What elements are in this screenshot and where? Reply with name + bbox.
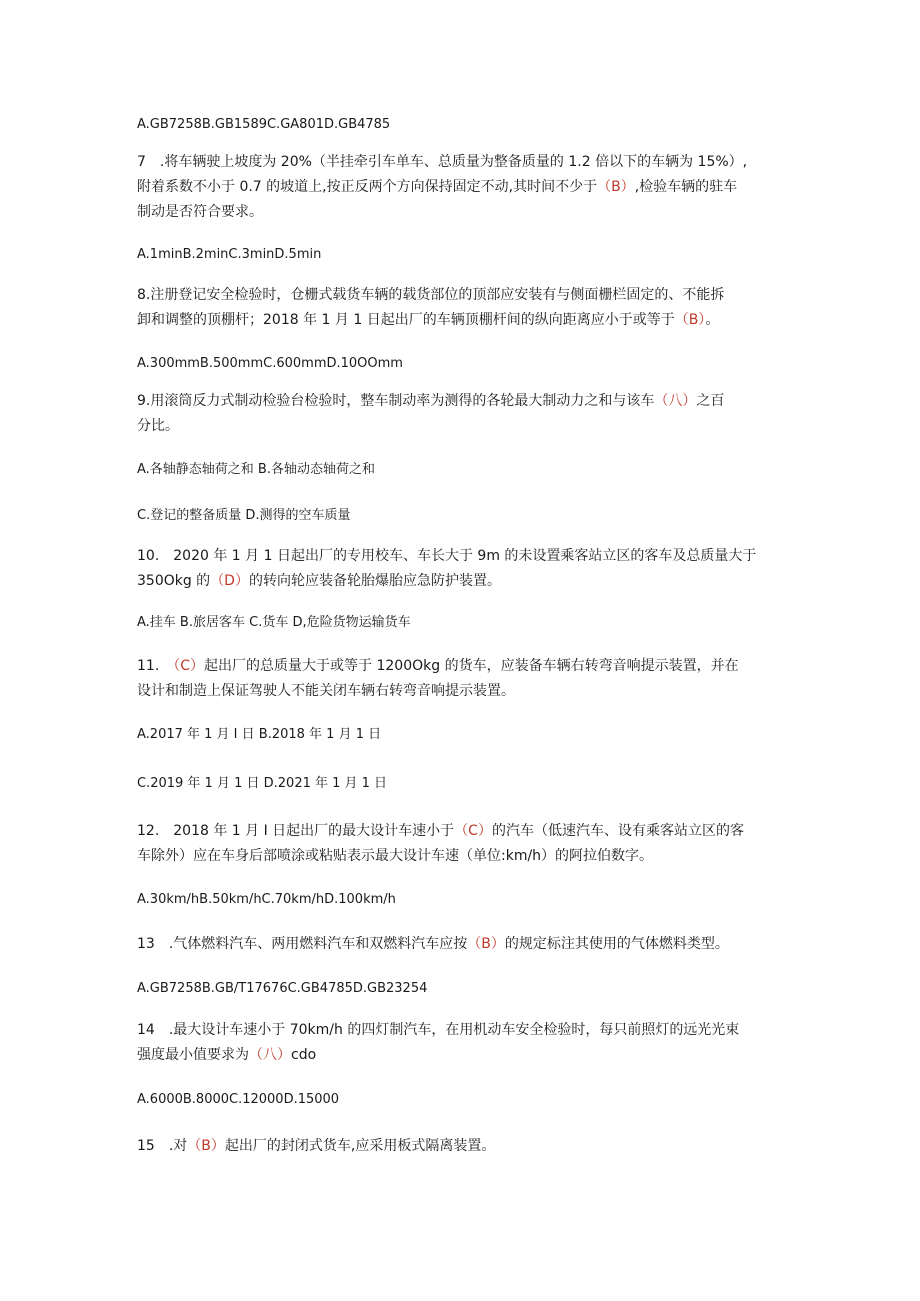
text-segment: A.6000B.8000C.12000D.15000: [137, 1092, 340, 1107]
text-segment: A.各轴静态轴荷之和 B.各轴动态轴荷之和: [137, 462, 375, 477]
answer-options: [137, 976, 797, 1001]
text-line: [137, 722, 797, 747]
text-line: [137, 150, 797, 175]
text-segment: 14 .最大设计车速小于 70km/h 的四灯制汽车，在用机动车安全检验时，每只前照灯的远光光束: [137, 1022, 740, 1038]
answer-options: [137, 242, 797, 267]
answer-options: [137, 351, 797, 376]
text-segment: 的汽车（低速汽车、设有乘客站立区的客: [491, 823, 744, 839]
text-line: [137, 679, 797, 704]
text-line: [137, 308, 797, 333]
answer-marker: （C）: [454, 823, 492, 839]
text-line: [137, 283, 797, 308]
question-text: [137, 819, 797, 869]
text-segment: 车除外）应在车身后部喷涂或粘贴表示最大设计车速（单位:km/h）的阿拉伯数字。: [137, 848, 654, 864]
answer-marker: （B）: [597, 179, 635, 195]
text-segment: 的转向轮应装备轮胎爆胎应急防护装置。: [248, 573, 501, 589]
text-segment: A.30km/hB.50km/hC.70km/hD.100km/h: [137, 892, 396, 907]
text-segment: C.登记的整备质量 D.测得的空车质量: [137, 508, 351, 523]
text-line: [137, 844, 797, 869]
text-segment: 13 .气体燃料汽车、两用燃料汽车和双燃料汽车应按: [137, 936, 468, 952]
text-segment: C.2019 年 1 月 1 日 D.2021 年 1 月 1 日: [137, 776, 388, 791]
text-segment: 8.注册登记安全检验时，仓栅式载货车辆的载货部位的顶部应安装有与侧面栅栏固定的、不能拆: [137, 287, 725, 303]
text-line: [137, 1087, 797, 1112]
text-line: [137, 200, 797, 225]
text-segment: A.GB7258B.GB1589C.GA801D.GB4785: [137, 117, 391, 132]
text-segment: A.2017 年 1 月 I 日 B.2018 年 1 月 1 日: [137, 727, 382, 742]
text-line: [137, 932, 797, 957]
text-segment: 起出厂的总质量大于或等于 1200Okg 的货车，应装备车辆右转弯音响提示装置，并在: [204, 658, 739, 674]
answer-marker: （八）: [654, 393, 697, 409]
question-text: [137, 1134, 797, 1159]
text-segment: 强度最小值要求为: [137, 1047, 249, 1063]
text-segment: 分比。: [137, 418, 179, 434]
text-line: [137, 112, 797, 137]
text-segment: 350Okg 的: [137, 573, 211, 589]
text-segment: A.1minB.2minC.3minD.5min: [137, 247, 322, 262]
answer-options: [137, 887, 797, 912]
text-segment: cdo: [291, 1047, 317, 1063]
text-segment: 9.用滚筒反力式制动检验台检验时，整车制动率为测得的各轮最大制动力之和与该车: [137, 393, 655, 409]
text-line: [137, 1018, 797, 1043]
question-text: [137, 654, 797, 704]
text-segment: 11.: [137, 658, 174, 674]
text-line: [137, 887, 797, 912]
text-line: [137, 610, 797, 635]
question-text: [137, 283, 797, 333]
text-line: [137, 1134, 797, 1159]
text-segment: 的规定标注其使用的气体燃料类型。: [504, 936, 729, 952]
text-segment: 7 .将车辆驶上坡度为 20%（半挂牵引车单车、总质量为整备质量的 1.2 倍以下的车辆为 15%）,: [137, 154, 748, 170]
answer-marker: （D）: [210, 573, 249, 589]
question-text: [137, 544, 797, 594]
text-segment: A.GB7258B.GB/T17676C.GB4785D.GB23254: [137, 981, 428, 996]
text-segment: 。: [705, 312, 720, 328]
answer-options: [137, 722, 797, 747]
text-line: [137, 503, 797, 528]
text-line: [137, 175, 797, 200]
answer-options: [137, 610, 797, 635]
question-text: [137, 389, 797, 439]
text-segment: A.挂车 B.旅居客车 C.货车 D,危险货物运输货车: [137, 615, 411, 630]
answer-options: [137, 457, 797, 482]
answer-marker: （B）: [187, 1138, 225, 1154]
text-segment: 起出厂的封闭式货车,应采用板式隔离装置。: [224, 1138, 496, 1154]
text-line: [137, 819, 797, 844]
answer-marker: （八）: [249, 1047, 291, 1063]
text-line: [137, 389, 797, 414]
answer-options: [137, 771, 797, 796]
answer-marker: （C）: [173, 658, 205, 674]
question-text: [137, 932, 797, 957]
text-segment: 制动是否符合要求。: [137, 204, 263, 220]
text-line: [137, 771, 797, 796]
answer-options: [137, 112, 797, 137]
text-segment: 设计和制造上保证驾驶人不能关闭车辆右转弯音响提示装置。: [137, 683, 515, 699]
question-text: [137, 1018, 797, 1068]
text-line: [137, 569, 797, 594]
text-segment: 12. 2018 年 1 月 I 日起出厂的最大设计车速小于: [137, 823, 455, 839]
question-text: [137, 150, 797, 225]
text-line: [137, 544, 797, 569]
text-line: [137, 242, 797, 267]
text-line: [137, 976, 797, 1001]
text-segment: A.300mmB.500mmC.600mmD.10OOmm: [137, 356, 403, 371]
answer-options: [137, 1087, 797, 1112]
text-segment: 之百: [696, 393, 725, 409]
answer-marker: （B）: [674, 312, 706, 328]
text-line: [137, 457, 797, 482]
text-line: [137, 654, 797, 679]
text-segment: ,检验车辆的驻车: [634, 179, 738, 195]
text-segment: 10. 2020 年 1 月 1 日起出厂的专用校车、车长大于 9m 的未设置乘客站立区的客车及总质量大于: [137, 548, 757, 564]
answer-marker: （B）: [467, 936, 505, 952]
answer-options: [137, 503, 797, 528]
text-line: [137, 351, 797, 376]
text-segment: 15 .对: [137, 1138, 188, 1154]
text-line: [137, 414, 797, 439]
text-line: [137, 1043, 797, 1068]
text-segment: 卸和调整的顶棚杆；2018 年 1 月 1 日起出厂的车辆顶棚杆间的纵向距离应小于或等于: [137, 312, 675, 328]
text-segment: 附着系数不小于 0.7 的坡道上,按正反两个方向保持固定不动,其时间不少于: [137, 179, 598, 195]
